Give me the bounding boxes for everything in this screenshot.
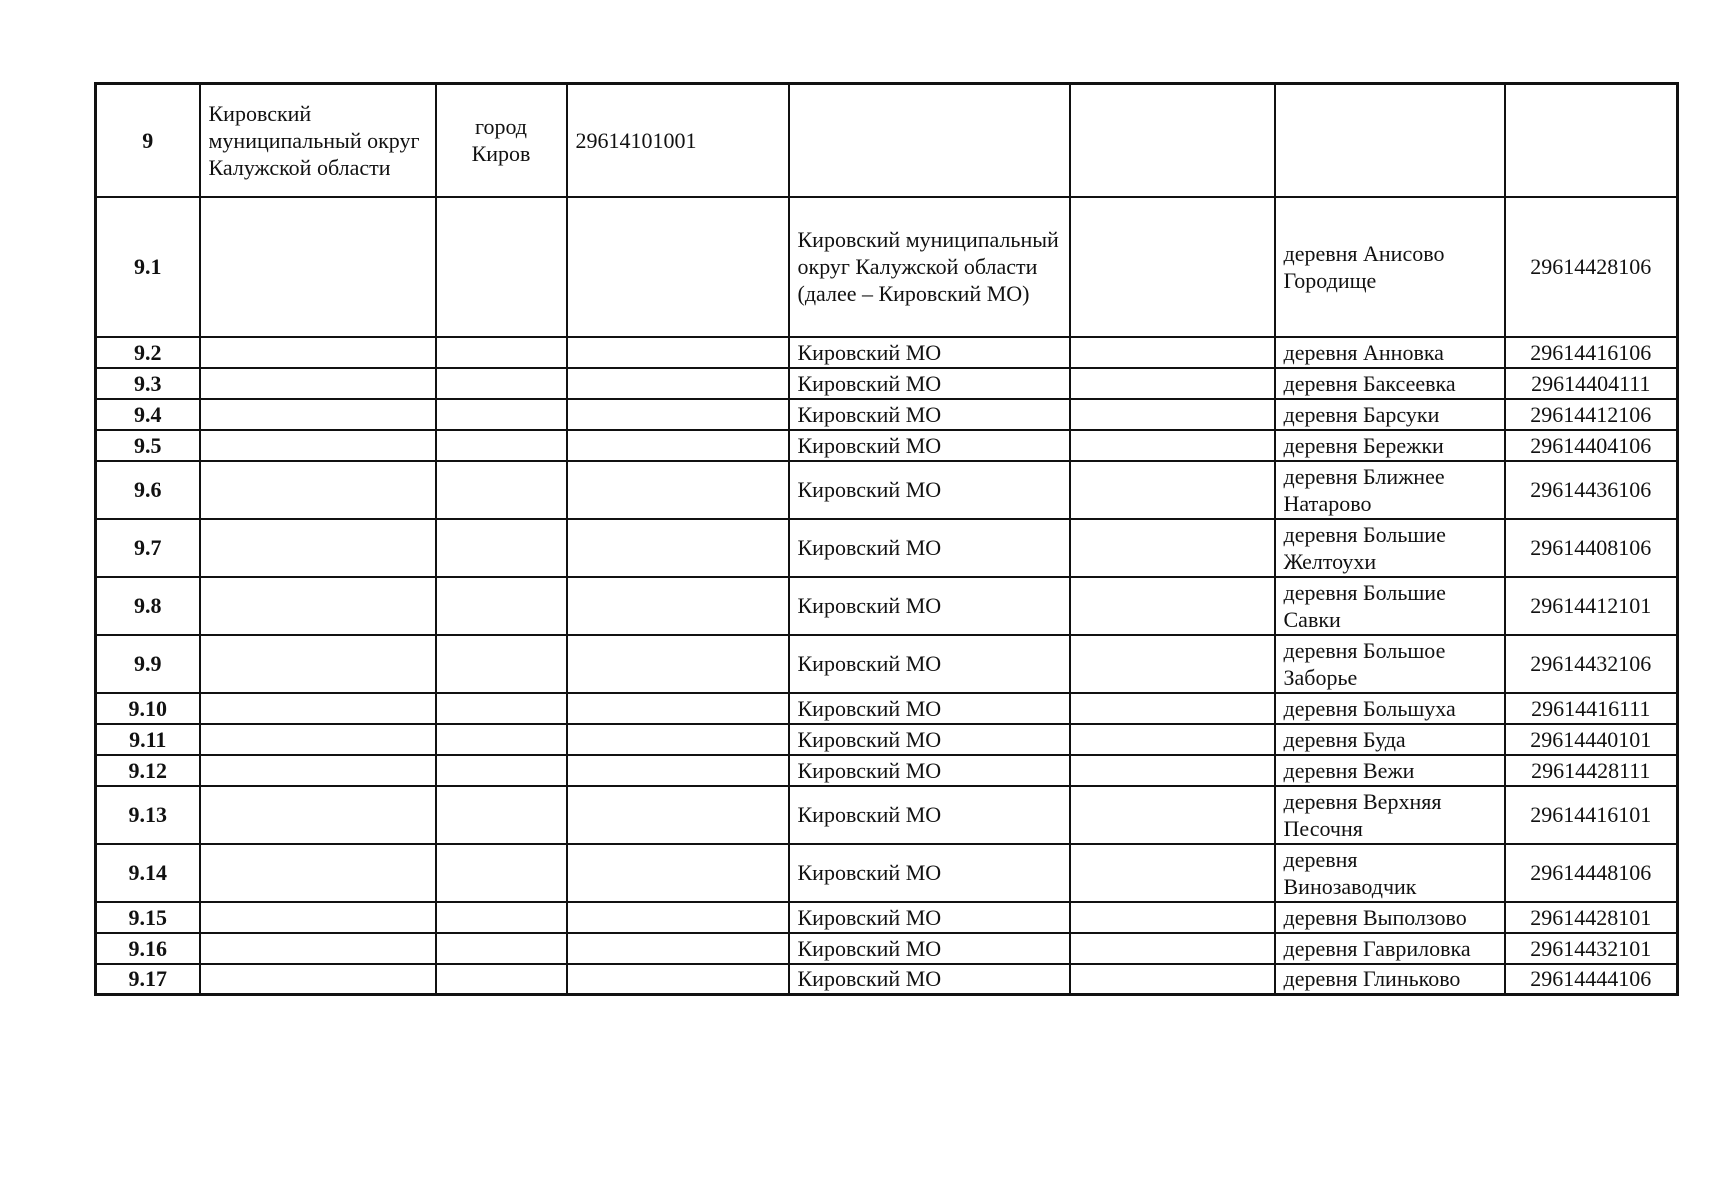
empty-cell xyxy=(1070,786,1275,844)
village-code-cell: 29614412106 xyxy=(1505,399,1678,430)
municipality-ref-cell: Кировский МО xyxy=(789,933,1070,964)
row-number-cell: 9.4 xyxy=(96,399,200,430)
row-number-cell: 9.14 xyxy=(96,844,200,902)
oktmo-code-cell xyxy=(567,786,789,844)
village-code-cell: 29614412101 xyxy=(1505,577,1678,635)
municipality-ref-cell: Кировский МО xyxy=(789,461,1070,519)
settlement-cell xyxy=(436,461,567,519)
row-number-cell: 9.2 xyxy=(96,337,200,368)
row-number-cell: 9.6 xyxy=(96,461,200,519)
table-row xyxy=(96,337,1678,368)
village-code-cell: 29614416106 xyxy=(1505,337,1678,368)
table-row xyxy=(96,84,1678,197)
municipality-ref-cell xyxy=(789,84,1070,197)
oktmo-code-cell xyxy=(567,368,789,399)
municipality-cell xyxy=(200,519,436,577)
empty-cell xyxy=(1070,844,1275,902)
municipality-cell xyxy=(200,844,436,902)
row-number-cell: 9.16 xyxy=(96,933,200,964)
municipality-cell xyxy=(200,399,436,430)
row-number-cell: 9.5 xyxy=(96,430,200,461)
village-cell: деревня Большое Заборье xyxy=(1275,635,1505,693)
municipality-cell xyxy=(200,635,436,693)
table-row xyxy=(96,693,1678,724)
municipality-ref-cell: Кировский МО xyxy=(789,724,1070,755)
empty-cell xyxy=(1070,399,1275,430)
row-number-cell: 9.8 xyxy=(96,577,200,635)
settlement-cell xyxy=(436,786,567,844)
table-row xyxy=(96,635,1678,693)
table-row xyxy=(96,461,1678,519)
village-code-cell xyxy=(1505,84,1678,197)
municipality-cell xyxy=(200,368,436,399)
table-row xyxy=(96,755,1678,786)
table-row xyxy=(96,519,1678,577)
oktmo-code-cell xyxy=(567,519,789,577)
village-code-cell: 29614432101 xyxy=(1505,933,1678,964)
municipality-ref-cell: Кировский МО xyxy=(789,337,1070,368)
settlement-cell xyxy=(436,964,567,995)
oktmo-code-cell xyxy=(567,964,789,995)
municipality-ref-cell: Кировский МО xyxy=(789,430,1070,461)
table-row xyxy=(96,902,1678,933)
oktmo-code-cell xyxy=(567,844,789,902)
settlement-cell xyxy=(436,430,567,461)
oktmo-code-cell xyxy=(567,635,789,693)
municipality-ref-cell: Кировский МО xyxy=(789,755,1070,786)
village-cell: деревня Большие Желтоухи xyxy=(1275,519,1505,577)
municipality-cell xyxy=(200,693,436,724)
row-number-cell: 9.13 xyxy=(96,786,200,844)
settlement-cell xyxy=(436,197,567,337)
settlement-cell xyxy=(436,933,567,964)
village-code-cell: 29614428111 xyxy=(1505,755,1678,786)
empty-cell xyxy=(1070,519,1275,577)
table-row xyxy=(96,197,1678,337)
municipality-ref-cell: Кировский МО xyxy=(789,902,1070,933)
table-row xyxy=(96,964,1678,995)
oktmo-code-cell xyxy=(567,693,789,724)
empty-cell xyxy=(1070,461,1275,519)
municipality-ref-cell: Кировский МО xyxy=(789,844,1070,902)
row-number-cell: 9.1 xyxy=(96,197,200,337)
table-row xyxy=(96,786,1678,844)
municipality-cell xyxy=(200,755,436,786)
table-row xyxy=(96,844,1678,902)
village-code-cell: 29614440101 xyxy=(1505,724,1678,755)
settlement-cell xyxy=(436,844,567,902)
row-number-cell: 9.3 xyxy=(96,368,200,399)
settlements-table xyxy=(94,82,1679,996)
municipality-cell xyxy=(200,724,436,755)
document-page xyxy=(94,82,1679,996)
settlement-cell xyxy=(436,399,567,430)
row-number-cell: 9.10 xyxy=(96,693,200,724)
table-row xyxy=(96,399,1678,430)
village-code-cell: 29614404106 xyxy=(1505,430,1678,461)
oktmo-code-cell xyxy=(567,933,789,964)
empty-cell xyxy=(1070,430,1275,461)
table-row xyxy=(96,933,1678,964)
village-cell: деревня Большие Савки xyxy=(1275,577,1505,635)
village-code-cell: 29614436106 xyxy=(1505,461,1678,519)
village-code-cell: 29614428101 xyxy=(1505,902,1678,933)
village-code-cell: 29614432106 xyxy=(1505,635,1678,693)
oktmo-code-cell xyxy=(567,461,789,519)
village-code-cell: 29614408106 xyxy=(1505,519,1678,577)
municipality-ref-cell: Кировский МО xyxy=(789,635,1070,693)
settlement-cell xyxy=(436,519,567,577)
empty-cell xyxy=(1070,755,1275,786)
settlement-cell: город Киров xyxy=(436,84,567,197)
empty-cell xyxy=(1070,693,1275,724)
row-number-cell: 9.9 xyxy=(96,635,200,693)
municipality-cell: Кировский муниципальный округ Калужской области xyxy=(200,84,436,197)
municipality-ref-cell: Кировский муниципальный округ Калужской области (далее – Кировский МО) xyxy=(789,197,1070,337)
table-body xyxy=(96,84,1678,995)
oktmo-code-cell xyxy=(567,430,789,461)
empty-cell xyxy=(1070,197,1275,337)
empty-cell xyxy=(1070,933,1275,964)
village-code-cell: 29614448106 xyxy=(1505,844,1678,902)
row-number-cell: 9.12 xyxy=(96,755,200,786)
village-cell: деревня Буда xyxy=(1275,724,1505,755)
municipality-ref-cell: Кировский МО xyxy=(789,964,1070,995)
settlement-cell xyxy=(436,902,567,933)
row-number-cell: 9.17 xyxy=(96,964,200,995)
municipality-ref-cell: Кировский МО xyxy=(789,368,1070,399)
village-code-cell: 29614428106 xyxy=(1505,197,1678,337)
empty-cell xyxy=(1070,577,1275,635)
village-cell: деревня Верхняя Песочня xyxy=(1275,786,1505,844)
village-code-cell: 29614416101 xyxy=(1505,786,1678,844)
village-cell: деревня Гавриловка xyxy=(1275,933,1505,964)
table-row xyxy=(96,577,1678,635)
village-cell: деревня Глиньково xyxy=(1275,964,1505,995)
empty-cell xyxy=(1070,724,1275,755)
municipality-cell xyxy=(200,461,436,519)
oktmo-code-cell: 29614101001 xyxy=(567,84,789,197)
empty-cell xyxy=(1070,84,1275,197)
village-cell: деревня Вежи xyxy=(1275,755,1505,786)
oktmo-code-cell xyxy=(567,577,789,635)
village-cell: деревня Баксеевка xyxy=(1275,368,1505,399)
village-cell: деревня Барсуки xyxy=(1275,399,1505,430)
settlement-cell xyxy=(436,635,567,693)
village-code-cell: 29614416111 xyxy=(1505,693,1678,724)
municipality-ref-cell: Кировский МО xyxy=(789,786,1070,844)
oktmo-code-cell xyxy=(567,724,789,755)
municipality-cell xyxy=(200,337,436,368)
village-cell: деревня Анисово Городище xyxy=(1275,197,1505,337)
oktmo-code-cell xyxy=(567,337,789,368)
municipality-cell xyxy=(200,430,436,461)
row-number-cell: 9.15 xyxy=(96,902,200,933)
settlement-cell xyxy=(436,724,567,755)
municipality-ref-cell: Кировский МО xyxy=(789,519,1070,577)
municipality-cell xyxy=(200,197,436,337)
municipality-cell xyxy=(200,577,436,635)
village-code-cell: 29614404111 xyxy=(1505,368,1678,399)
municipality-ref-cell: Кировский МО xyxy=(789,399,1070,430)
empty-cell xyxy=(1070,902,1275,933)
village-cell: деревня Ближнее Натарово xyxy=(1275,461,1505,519)
village-cell: деревня Бережки xyxy=(1275,430,1505,461)
municipality-cell xyxy=(200,786,436,844)
table-row xyxy=(96,430,1678,461)
village-code-cell: 29614444106 xyxy=(1505,964,1678,995)
oktmo-code-cell xyxy=(567,755,789,786)
empty-cell xyxy=(1070,635,1275,693)
municipality-cell xyxy=(200,933,436,964)
table-row xyxy=(96,724,1678,755)
row-number-cell: 9 xyxy=(96,84,200,197)
oktmo-code-cell xyxy=(567,902,789,933)
village-cell: деревня Винозаводчик xyxy=(1275,844,1505,902)
municipality-ref-cell: Кировский МО xyxy=(789,693,1070,724)
row-number-cell: 9.11 xyxy=(96,724,200,755)
village-cell: деревня Большуха xyxy=(1275,693,1505,724)
settlement-cell xyxy=(436,755,567,786)
empty-cell xyxy=(1070,964,1275,995)
settlement-cell xyxy=(436,368,567,399)
settlement-cell xyxy=(436,577,567,635)
municipality-cell xyxy=(200,902,436,933)
settlement-cell xyxy=(436,337,567,368)
village-cell: деревня Выползово xyxy=(1275,902,1505,933)
municipality-ref-cell: Кировский МО xyxy=(789,577,1070,635)
oktmo-code-cell xyxy=(567,399,789,430)
municipality-cell xyxy=(200,964,436,995)
empty-cell xyxy=(1070,368,1275,399)
village-cell xyxy=(1275,84,1505,197)
oktmo-code-cell xyxy=(567,197,789,337)
settlement-cell xyxy=(436,693,567,724)
table-row xyxy=(96,368,1678,399)
village-cell: деревня Анновка xyxy=(1275,337,1505,368)
row-number-cell: 9.7 xyxy=(96,519,200,577)
empty-cell xyxy=(1070,337,1275,368)
